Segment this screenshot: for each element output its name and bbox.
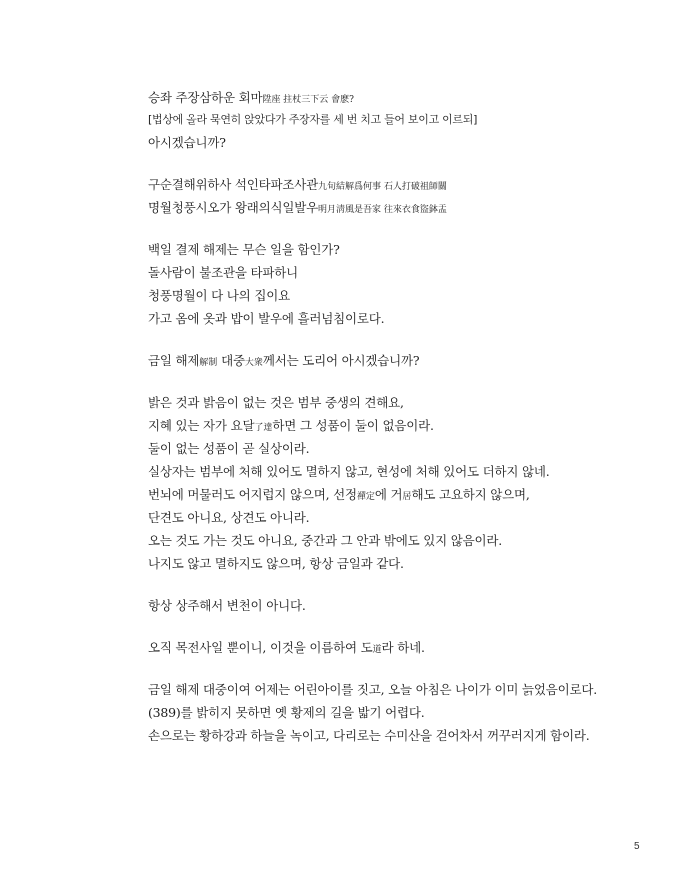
verse-line-1: 구순결해위하사 석인타파조사관九旬結解爲何事 石人打破祖師關	[148, 177, 447, 192]
dharma-line-2: 지혜 있는 자가 요달了達하면 그 성품이 둘이 없음이라.	[148, 418, 434, 433]
translation-line-3: 청풍명월이 다 나의 집이요	[148, 288, 290, 303]
hanja-annotation: 陞座 拄杖三下云 會麽?	[262, 95, 354, 105]
constancy-line: 항상 상주해서 변천이 아니다.	[148, 598, 306, 613]
closing-line-3: 손으로는 황하강과 하늘을 녹이고, 다리로는 수미산을 걷어차서 꺼꾸러지게 함이라.	[148, 728, 590, 743]
hanja-annotation: 明月淸風是吾家 往來衣食盜鉢盂	[318, 205, 447, 215]
dao-line: 오직 목전사일 뿐이니, 이것을 이름하여 도道라 하네.	[148, 640, 425, 655]
translation-line-2: 돌사람이 불조관을 타파하니	[148, 265, 299, 280]
dharma-line-4: 실상자는 범부에 처해 있어도 멸하지 않고, 현성에 처해 있어도 더하지 않네.	[148, 464, 550, 479]
hanja-annotation: 解制	[199, 358, 218, 368]
hanja-annotation: 九旬結解爲何事 石人打破祖師關	[318, 182, 447, 192]
hanja-annotation: 大衆	[244, 358, 263, 368]
hanja-annotation: 道	[372, 645, 382, 655]
question-line: 아시겠습니까?	[148, 135, 226, 150]
closing-line-1: 금일 해제 대중이여 어제는 어린아이를 짓고, 오늘 아침은 나이가 이미 늙었음이로다.	[148, 682, 598, 697]
dharma-line-8: 나지도 않고 멸하지도 않으며, 항상 금일과 같다.	[148, 556, 404, 571]
translation-line-4: 가고 옴에 옷과 밥이 발우에 흘러넘침이로다.	[148, 311, 385, 326]
dharma-line-5: 번뇌에 머물러도 어지럽지 않으며, 선정禪定에 거居해도 고요하지 않으며,	[148, 487, 530, 502]
dharma-line-3: 둘이 없는 성품이 곧 실상이라.	[148, 441, 310, 456]
dharma-line-6: 단견도 아니요, 상견도 아니라.	[148, 510, 310, 525]
dharma-line-7: 오는 것도 가는 것도 아니요, 중간과 그 안과 밖에도 있지 않음이라.	[148, 533, 503, 548]
hanja-annotation: 禪定	[356, 492, 375, 502]
verse-line-2: 명월청풍시오가 왕래의식일발우明月淸風是吾家 往來衣食盜鉢盂	[148, 200, 447, 215]
hanja-annotation: 了達	[254, 423, 273, 433]
hanja-annotation: 居	[402, 492, 412, 502]
dharma-line-1: 밝은 것과 밝음이 없는 것은 범부 중생의 견해요,	[148, 395, 404, 410]
closing-line-2: (389)를 밝히지 못하면 옛 황제의 길을 밟기 어렵다.	[148, 705, 425, 720]
page-number: 5	[634, 841, 640, 852]
bracket-note: [법상에 올라 묵연히 앉았다가 주장자를 세 번 치고 들어 보이고 이르되]	[148, 113, 478, 126]
document-body	[148, 86, 668, 747]
verse-opening: 승좌 주장삼하운 회마陞座 拄杖三下云 會麽?	[148, 90, 354, 105]
assembly-question: 금일 해제解制 대중大衆께서는 도리어 아시겠습니까?	[148, 353, 420, 368]
translation-line-1: 백일 결제 해제는 무슨 일을 함인가?	[148, 242, 340, 257]
